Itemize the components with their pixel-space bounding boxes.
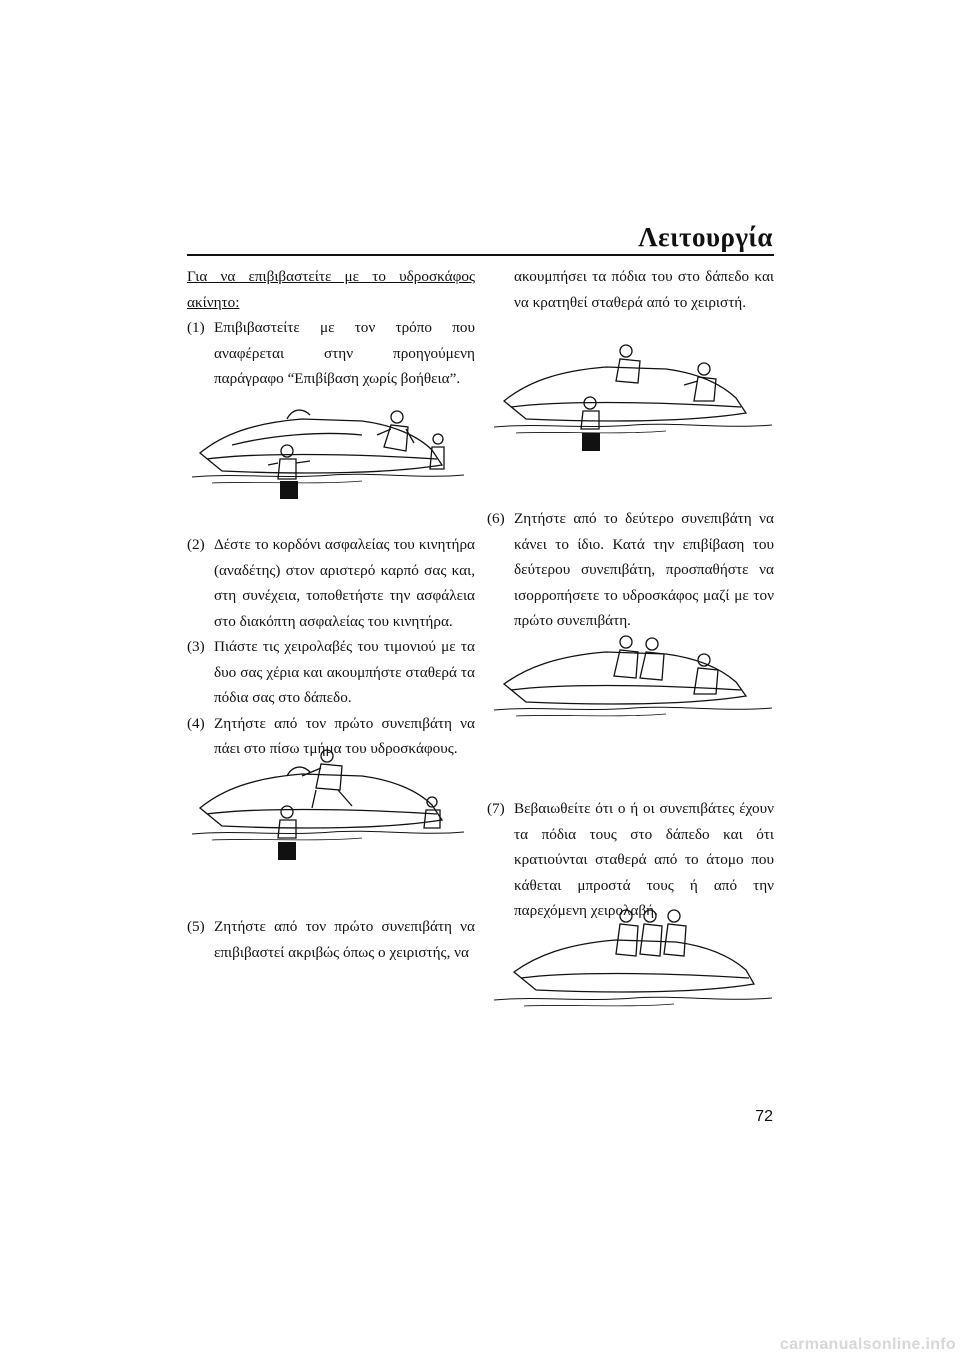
step-text: Ζητήστε από το δεύτερο συνεπιβάτη να κάνει το ίδιο. Κατά την επιβίβαση του δεύτερου συνεπιβάτη, προσπαθήστε να ισορροπήσετε το υδροσκάφος μαζί με τον πρώτο συνεπιβάτη.	[514, 510, 774, 629]
figure-boarding-step7	[494, 904, 772, 1016]
figure-boarding-step4	[192, 746, 464, 862]
section-title: Λειτουργία	[638, 222, 773, 252]
step-number: (6)	[487, 510, 505, 527]
figure-boarding-step1	[192, 395, 464, 503]
jetski-illustration	[494, 341, 772, 453]
jetski-illustration	[192, 395, 464, 503]
step-5-continuation: ακουμπήσει τα πόδια του στο δάπεδο και να κρατηθεί σταθερά από το χειριστή.	[514, 268, 774, 311]
step-number: (1)	[187, 319, 205, 336]
step-number: (4)	[187, 714, 205, 732]
step-text: Ζητήστε από τον πρώτο συνεπιβάτη να επιβιβαστεί ακριβώς όπως ο χειριστής, να	[214, 918, 475, 961]
jetski-illustration	[192, 746, 464, 862]
left-column-bottom	[187, 914, 475, 965]
jetski-illustration	[494, 632, 772, 728]
step-number: (7)	[487, 800, 505, 817]
right-column-top	[487, 264, 774, 315]
section-heading: Για να επιβιβαστείτε με το υδροσκάφος ακίνητο:	[187, 268, 475, 311]
right-column-middle	[487, 506, 774, 634]
step-text: Βεβαιωθείτε ότι ο ή οι συνεπιβάτες έχουν τα πόδια τους στο δάπεδο και ότι κρατιούνται σταθερά από το άτομο που κάθεται μπροστά τους ή από την παρεχόμενη χειρολαβή.	[514, 800, 774, 919]
step-number: (3)	[187, 638, 205, 655]
figure-boarding-step6	[494, 632, 772, 728]
step-6	[487, 506, 774, 634]
step-number: (5)	[187, 918, 205, 935]
figure-boarding-step5	[494, 341, 772, 453]
step-text: Δέστε το κορδόνι ασφαλείας του κινητήρα (αναδέτης) στον αριστερό καρπό σας και, στη συνέχεια, τοποθετήστε την ασφάλεια στο διακόπτη ασφαλείας του κινητήρα.	[214, 536, 475, 630]
step-text: Επιβιβαστείτε με τον τρόπο που αναφέρεται στην προηγούμενη παράγραφο “Επιβίβαση χωρίς βοήθεια”.	[214, 319, 475, 387]
step-3	[187, 634, 475, 711]
step-number: (2)	[187, 536, 205, 553]
step-text: Ζητήστε από τον πρώτο συνεπιβάτη να πάει στο πίσω τμήμα του υδροσκάφους.	[214, 714, 475, 757]
jetski-illustration	[494, 904, 772, 1016]
watermark: carmanualsonline.info	[779, 1336, 956, 1353]
step-2	[187, 532, 475, 634]
step-text: Πιάστε τις χειρολαβές του τιμονιού με τα δυο σας χέρια και ακουμπήστε σταθερά τα πόδια σας στο δάπεδο.	[214, 638, 475, 706]
page-number: 72	[755, 1108, 773, 1125]
left-column-middle	[187, 532, 475, 762]
left-column-top	[187, 264, 475, 392]
header-rule	[187, 254, 774, 256]
step-1	[187, 315, 475, 392]
step-5	[187, 914, 475, 965]
